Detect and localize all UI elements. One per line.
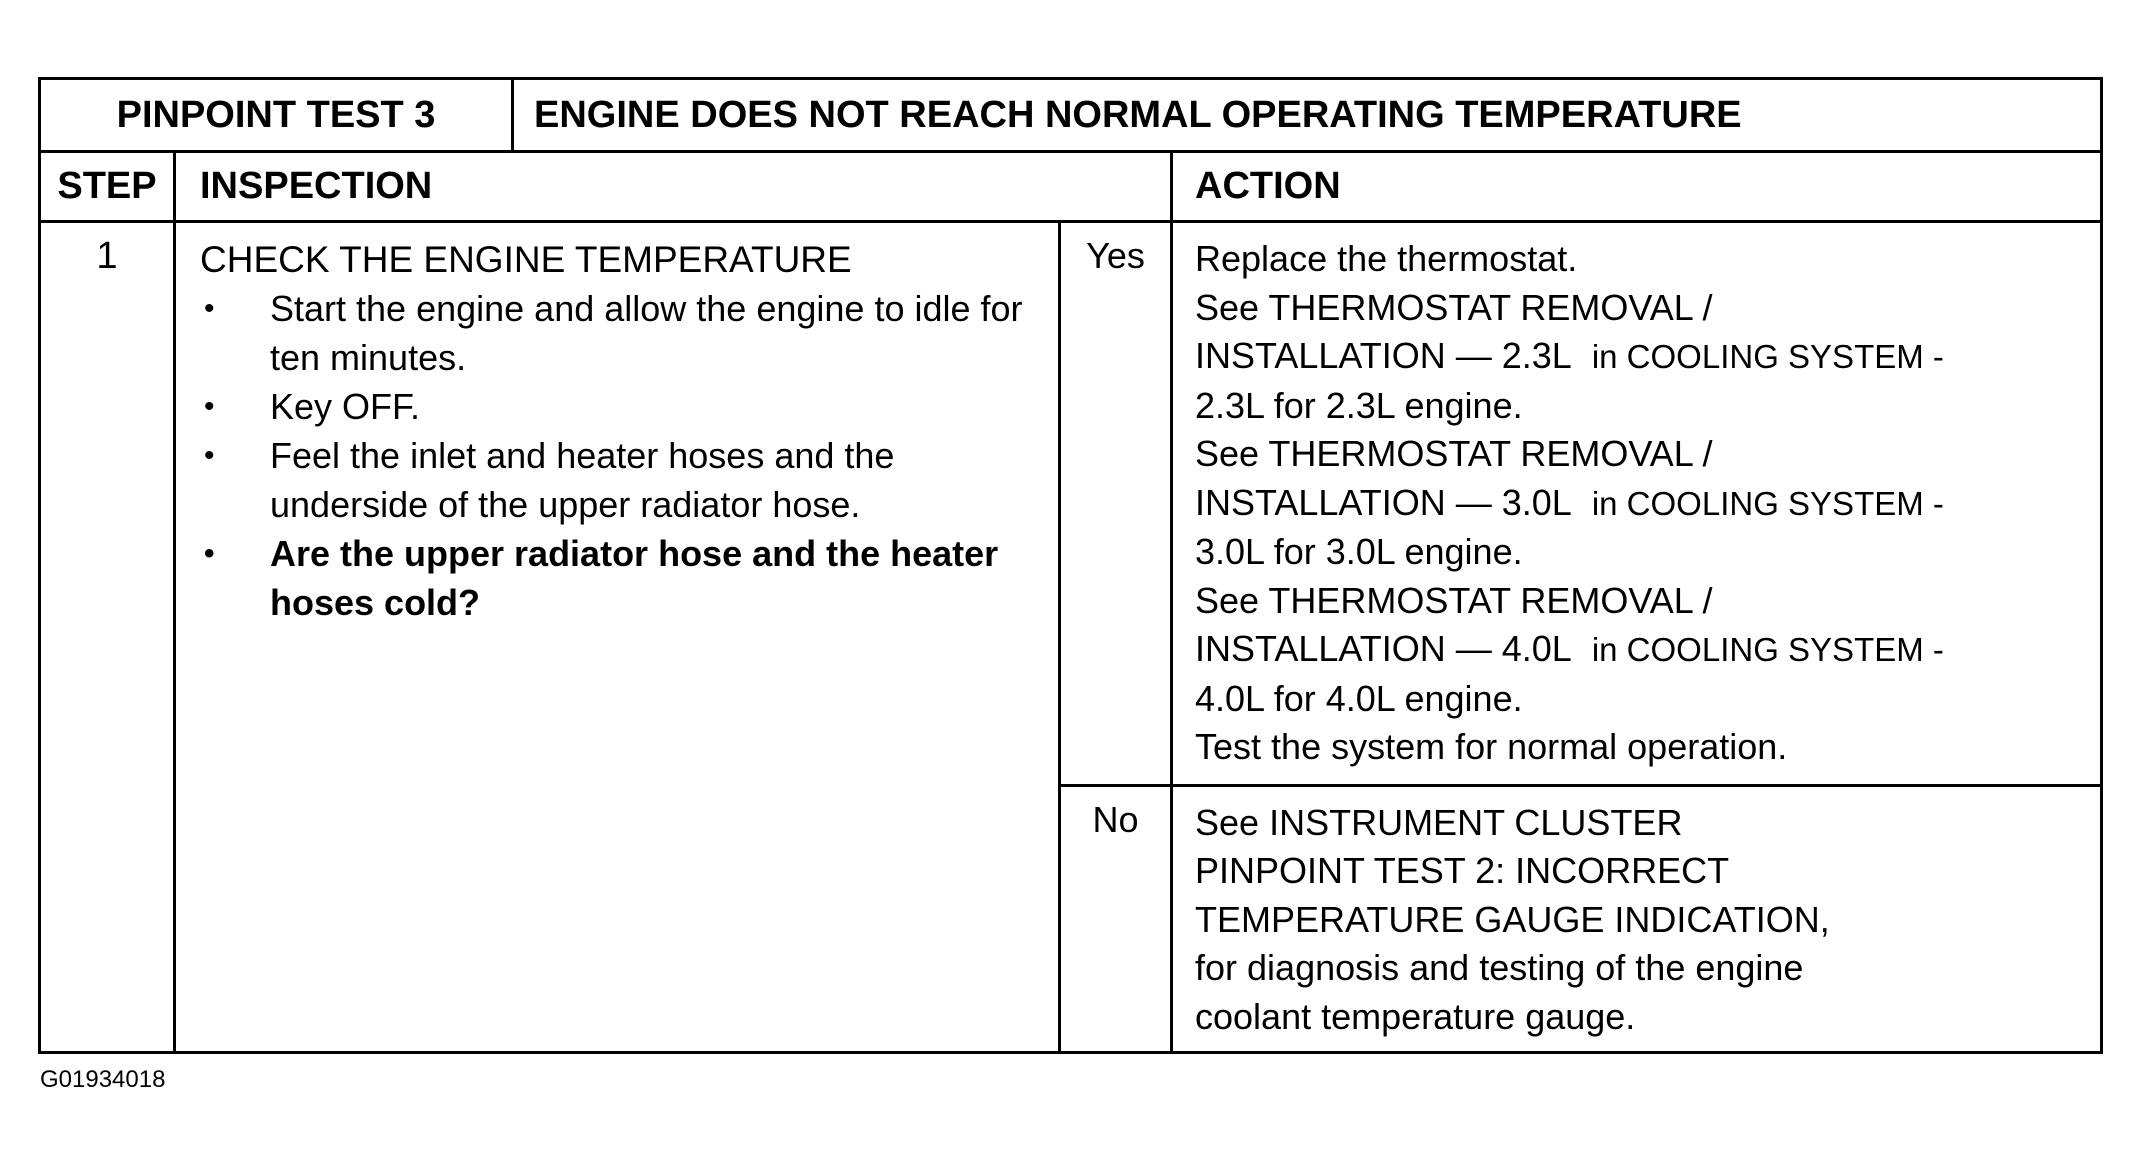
test-title: ENGINE DOES NOT REACH NORMAL OPERATING TEMPERATURE xyxy=(513,79,2102,152)
no-action-line: TEMPERATURE GAUGE INDICATION, xyxy=(1195,898,1830,940)
list-item xyxy=(200,284,1024,382)
inspection-step-text: Key OFF. xyxy=(270,386,421,427)
reference-line: See THERMOSTAT REMOVAL / xyxy=(1195,433,1713,474)
reference-engine: 3.0L for 3.0L engine. xyxy=(1195,531,1523,572)
figure-id: G01934018 xyxy=(40,1066,166,1093)
reference-line: See THERMOSTAT REMOVAL / xyxy=(1195,286,1713,328)
bullet-icon: • xyxy=(204,390,215,423)
reference-manual: in COOLING SYSTEM - xyxy=(1591,484,1944,522)
action-column-header: ACTION xyxy=(1172,152,2102,222)
inspection-step-text: Start the engine and allow the engine to idle for ten minutes. xyxy=(270,288,1023,378)
reference-engine: 2.3L for 2.3L engine. xyxy=(1195,384,1523,426)
list-item xyxy=(200,431,1024,529)
step-number: 1 xyxy=(40,222,175,1053)
no-action-line: See INSTRUMENT CLUSTER xyxy=(1195,801,1683,843)
inspection-question xyxy=(200,529,1024,627)
yes-label: Yes xyxy=(1060,222,1172,786)
pinpoint-test-table xyxy=(38,77,2103,1054)
yes-final-line: Test the system for normal operation. xyxy=(1195,726,1788,767)
inspection-title: CHECK THE ENGINE TEMPERATURE xyxy=(200,239,852,280)
bullet-icon: • xyxy=(204,439,215,472)
step-row-yes xyxy=(40,222,2102,786)
step-column-header: STEP xyxy=(40,152,175,222)
reference-section: INSTALLATION — 4.0L xyxy=(1195,628,1572,669)
reference-line xyxy=(1195,479,2082,529)
reference-line xyxy=(1195,332,2082,382)
bullet-icon: • xyxy=(204,537,215,570)
inspection-steps-list xyxy=(200,284,1034,627)
bullet-icon: • xyxy=(204,292,215,325)
no-action-line: coolant temperature gauge. xyxy=(1195,995,1636,1037)
yes-action-cell xyxy=(1172,222,2102,786)
pinpoint-label: PINPOINT TEST 3 xyxy=(40,79,513,152)
no-action-line: PINPOINT TEST 2: INCORRECT xyxy=(1195,850,1730,891)
reference-manual: in COOLING SYSTEM - xyxy=(1591,631,1944,668)
inspection-cell xyxy=(175,222,1060,1053)
no-action-cell xyxy=(1172,785,2102,1053)
yes-action-line: Replace the thermostat. xyxy=(1195,238,1578,279)
inspection-question-text: Are the upper radiator hose and the heater hoses cold? xyxy=(270,533,999,623)
no-action-line: for diagnosis and testing of the engine xyxy=(1195,947,1804,988)
reference-engine: 4.0L for 4.0L engine. xyxy=(1195,677,1523,719)
list-item xyxy=(200,382,1024,431)
no-label: No xyxy=(1060,785,1172,1053)
column-header-row xyxy=(40,152,2102,222)
reference-section: INSTALLATION — 2.3L xyxy=(1195,335,1572,376)
reference-section: INSTALLATION — 3.0L xyxy=(1195,481,1572,523)
inspection-column-header: INSPECTION xyxy=(175,152,1172,222)
reference-line: See THERMOSTAT REMOVAL / xyxy=(1195,579,1713,621)
reference-line xyxy=(1195,625,2082,675)
title-row xyxy=(40,79,2102,152)
reference-manual: in COOLING SYSTEM - xyxy=(1591,338,1944,375)
inspection-step-text: Feel the inlet and heater hoses and the underside of the upper radiator hose. xyxy=(270,435,895,525)
